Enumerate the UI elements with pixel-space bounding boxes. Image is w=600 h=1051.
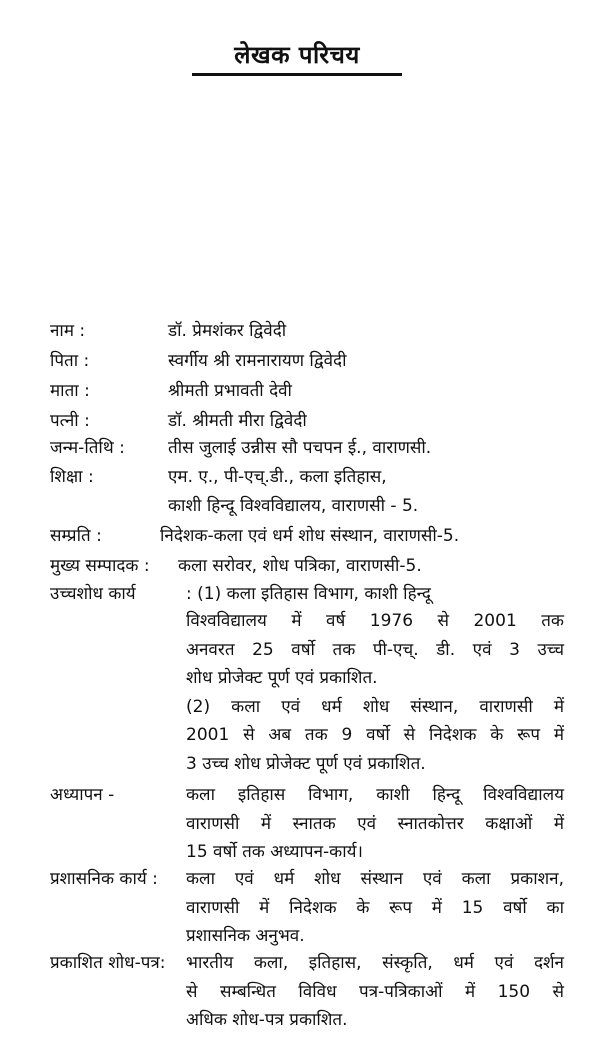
research-block [186,607,564,778]
research-line: 2001 से अब तक 9 वर्षो से निदेशक के रूप में [186,725,564,745]
research-line: अनवरत 25 वर्षो तक पी-एच्. डी. एवं 3 उच्च [186,639,564,660]
research-line: विश्वविद्यालय में वर्ष 1976 से 2001 तक [186,611,564,631]
publications-block [186,949,564,1035]
research-line: शोध प्रोजेक्ट पूर्ण एवं प्रकाशित. [186,668,378,688]
admin-line: वाराणसी में निदेशक के रूप में 15 वर्षो का [186,897,564,918]
row-label: पिता : [50,351,90,371]
publications-line: भारतीय कला, इतिहास, संस्कृति, धर्म एवं दर्शन [186,953,564,973]
row-value: निदेशक-कला एवं धर्म शोध संस्थान, वाराणसी-5. [160,526,460,546]
publications-line: से सम्बन्धित विविध पत्र-पत्रिकाओं में 150 से [186,981,564,1002]
title-underline [192,73,402,76]
row-label: शिक्षा : [50,467,94,487]
admin-label: प्रशासनिक कार्य : [50,869,158,889]
row-label: जन्म-तिथि : [50,438,125,458]
page-title: लेखक परिचय [234,41,360,69]
row-label: मुख्य सम्पादक : [50,556,150,576]
admin-line: प्रशासनिक अनुभव. [186,926,305,946]
row-label: नाम : [50,321,86,341]
teaching-line: 15 वर्षो तक अध्यापन-कार्य। [186,842,363,862]
row-value: डॉ. श्रीमती मीरा द्विवेदी [168,411,307,431]
row-label: सम्प्रति : [50,526,102,546]
row-value: स्वर्गीय श्री रामनारायण द्विवेदी [168,351,347,371]
research-label: उच्चशोध कार्य [50,584,136,604]
research-line: (2) कला एवं धर्म शोध संस्थान, वाराणसी में [186,696,564,717]
publications-line: अधिक शोध-पत्र प्रकाशित. [186,1010,348,1030]
admin-block [186,865,564,951]
row-value: तीस जुलाई उन्नीस सौ पचपन ई., वाराणसी. [168,438,432,458]
teaching-block [186,781,564,867]
row-value: श्रीमती प्रभावती देवी [168,381,292,401]
row-value: डॉ. प्रेमशंकर द्विवेदी [168,321,287,341]
row-label: माता : [50,381,90,401]
row-value: काशी हिन्दू विश्वविद्यालय, वाराणसी - 5. [168,496,419,516]
admin-line: कला एवं धर्म शोध संस्थान एवं कला प्रकाशन, [186,869,564,889]
row-value: कला सरोवर, शोध पत्रिका, वाराणसी-5. [178,556,422,576]
research-line: 3 उच्च शोध प्रोजेक्ट पूर्ण एवं प्रकाशित. [186,753,426,774]
teaching-line: कला इतिहास विभाग, काशी हिन्दू विश्वविद्यालय [186,785,564,805]
research-line-first: : (1) कला इतिहास विभाग, काशी हिन्दू [186,584,431,604]
publications-label: प्रकाशित शोध-पत्र: [50,953,166,973]
teaching-line: वाराणसी में स्नातक एवं स्नातकोत्तर कक्षाओं में [186,813,564,834]
row-label: पत्नी : [50,411,90,431]
row-value: एम. ए., पी-एच्.डी., कला इतिहास, [168,467,387,487]
teaching-label: अध्यापन - [50,785,115,805]
